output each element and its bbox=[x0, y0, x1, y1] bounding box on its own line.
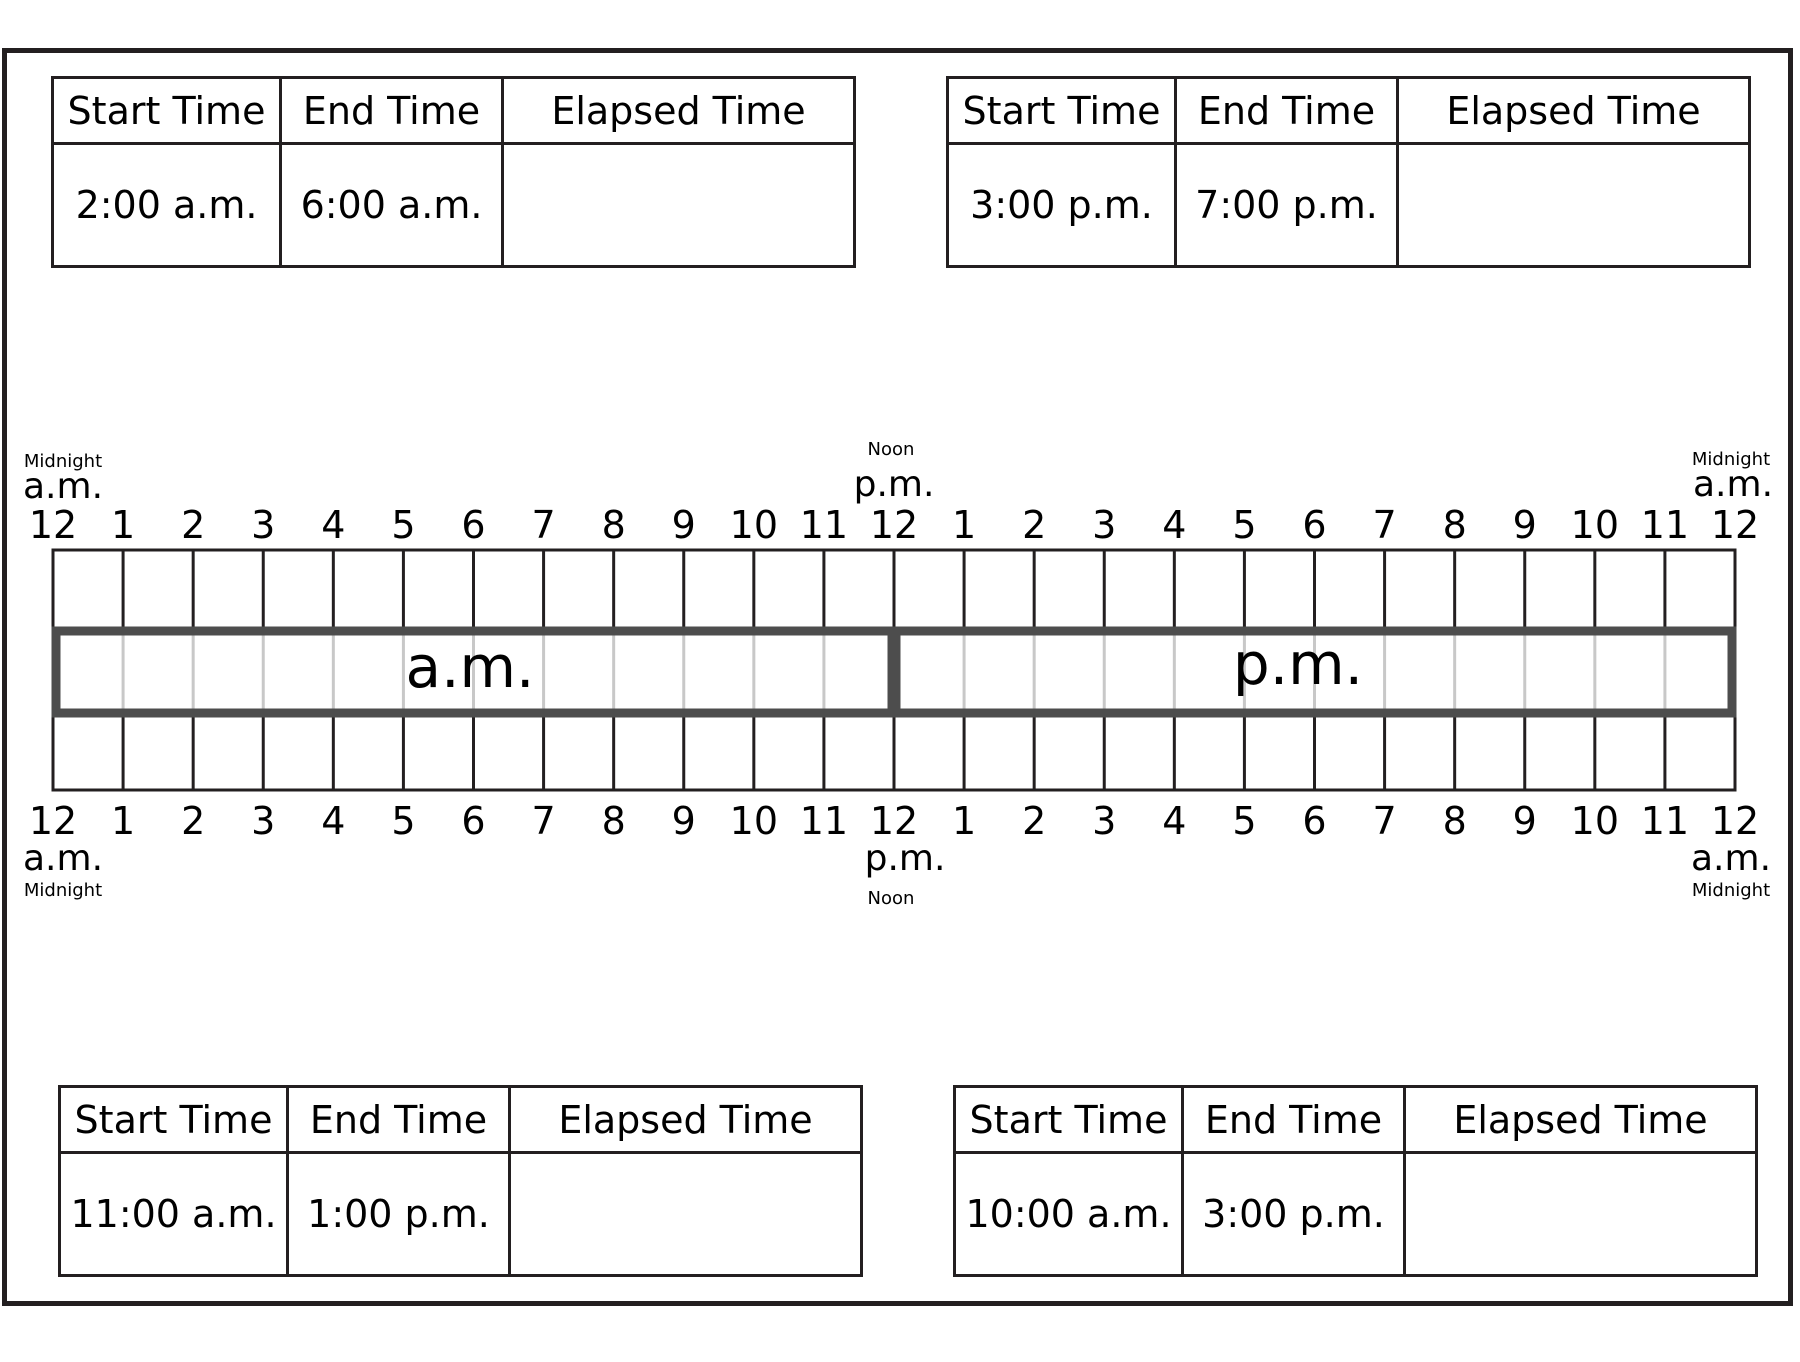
top-middle-name: Noon bbox=[867, 439, 915, 460]
bottom-end-name: Midnight bbox=[1691, 880, 1771, 901]
top-hour-label: 3 bbox=[1092, 503, 1117, 547]
top-hour-label: 4 bbox=[1162, 503, 1187, 547]
top-hour-label: 9 bbox=[671, 503, 696, 547]
bottom-hour-label: 4 bbox=[321, 799, 346, 843]
top-hour-label: 11 bbox=[799, 503, 849, 547]
bottom-hour-label: 12 bbox=[28, 799, 78, 843]
start-time-header: Start Time bbox=[948, 78, 1176, 144]
bottom-hour-label: 10 bbox=[729, 799, 779, 843]
end-time-value: 6:00 a.m. bbox=[281, 144, 503, 267]
start-time-value: 2:00 a.m. bbox=[53, 144, 281, 267]
top-start-name: Midnight bbox=[23, 451, 103, 472]
bottom-hour-label: 5 bbox=[1232, 799, 1257, 843]
bottom-hour-label: 1 bbox=[110, 799, 136, 843]
elapsed-time-header: Elapsed Time bbox=[1398, 78, 1750, 144]
top-hour-label: 7 bbox=[1372, 503, 1397, 547]
elapsed-time-header: Elapsed Time bbox=[1405, 1087, 1757, 1153]
top-hour-label: 12 bbox=[1710, 503, 1760, 547]
top-hour-label: 8 bbox=[601, 503, 626, 547]
bottom-hour-label: 9 bbox=[671, 799, 696, 843]
top-hour-label: 5 bbox=[391, 503, 416, 547]
bottom-hour-label: 7 bbox=[1372, 799, 1397, 843]
bottom-middle-period: p.m. bbox=[864, 838, 946, 879]
top-end-period: a.m. bbox=[1692, 464, 1774, 505]
top-hour-label: 2 bbox=[181, 503, 206, 547]
pm-band-label: p.m. bbox=[1232, 630, 1364, 698]
top-hour-label: 12 bbox=[28, 503, 78, 547]
bottom-hour-label: 6 bbox=[461, 799, 486, 843]
top-hour-label: 1 bbox=[110, 503, 136, 547]
top-hour-label: 2 bbox=[1022, 503, 1047, 547]
elapsed-time-header: Elapsed Time bbox=[503, 78, 855, 144]
end-time-header: End Time bbox=[1176, 78, 1398, 144]
bottom-hour-label: 12 bbox=[869, 799, 919, 843]
end-time-value: 3:00 p.m. bbox=[1183, 1153, 1405, 1276]
bottom-start-name: Midnight bbox=[23, 880, 103, 901]
bottom-hour-label: 7 bbox=[531, 799, 556, 843]
bottom-hour-label: 6 bbox=[1302, 799, 1327, 843]
bottom-hour-label: 4 bbox=[1162, 799, 1187, 843]
top-hour-label: 1 bbox=[951, 503, 977, 547]
top-hour-label: 9 bbox=[1512, 503, 1537, 547]
bottom-hour-label: 12 bbox=[1710, 799, 1760, 843]
start-time-value: 11:00 a.m. bbox=[60, 1153, 288, 1276]
end-time-value: 7:00 p.m. bbox=[1176, 144, 1398, 267]
start-time-header: Start Time bbox=[60, 1087, 288, 1153]
start-time-value: 3:00 p.m. bbox=[948, 144, 1176, 267]
top-hour-label: 8 bbox=[1442, 503, 1467, 547]
bottom-hour-label: 11 bbox=[799, 799, 849, 843]
top-hour-label: 4 bbox=[321, 503, 346, 547]
bottom-hour-label: 8 bbox=[1442, 799, 1467, 843]
bottom-hour-label: 3 bbox=[251, 799, 276, 843]
top-start-period: a.m. bbox=[22, 466, 104, 507]
bottom-hour-label: 9 bbox=[1512, 799, 1537, 843]
start-time-header: Start Time bbox=[53, 78, 281, 144]
start-time-header: Start Time bbox=[955, 1087, 1183, 1153]
bottom-hour-label: 8 bbox=[601, 799, 626, 843]
am-band-label: a.m. bbox=[405, 633, 535, 701]
top-hour-label: 10 bbox=[729, 503, 779, 547]
top-hour-label: 3 bbox=[251, 503, 276, 547]
top-hour-label: 6 bbox=[461, 503, 486, 547]
end-time-header: End Time bbox=[288, 1087, 510, 1153]
elapsed-time-header: Elapsed Time bbox=[510, 1087, 862, 1153]
bottom-hour-label: 5 bbox=[391, 799, 416, 843]
bottom-hour-label: 2 bbox=[1022, 799, 1047, 843]
end-time-value: 1:00 p.m. bbox=[288, 1153, 510, 1276]
bottom-end-period: a.m. bbox=[1690, 838, 1772, 879]
top-hour-label: 11 bbox=[1640, 503, 1690, 547]
top-hour-label: 12 bbox=[869, 503, 919, 547]
top-hour-label: 10 bbox=[1570, 503, 1620, 547]
bottom-middle-name: Noon bbox=[867, 888, 915, 909]
end-time-header: End Time bbox=[281, 78, 503, 144]
bottom-hour-label: 1 bbox=[951, 799, 977, 843]
top-hour-label: 7 bbox=[531, 503, 556, 547]
bottom-hour-label: 11 bbox=[1640, 799, 1690, 843]
start-time-value: 10:00 a.m. bbox=[955, 1153, 1183, 1276]
top-hour-label: 5 bbox=[1232, 503, 1257, 547]
bottom-hour-label: 3 bbox=[1092, 799, 1117, 843]
top-end-name: Midnight bbox=[1691, 449, 1771, 470]
bottom-hour-label: 10 bbox=[1570, 799, 1620, 843]
end-time-header: End Time bbox=[1183, 1087, 1405, 1153]
bottom-start-period: a.m. bbox=[22, 838, 104, 879]
top-middle-period: p.m. bbox=[853, 464, 935, 505]
top-hour-label: 6 bbox=[1302, 503, 1327, 547]
bottom-hour-label: 2 bbox=[181, 799, 206, 843]
